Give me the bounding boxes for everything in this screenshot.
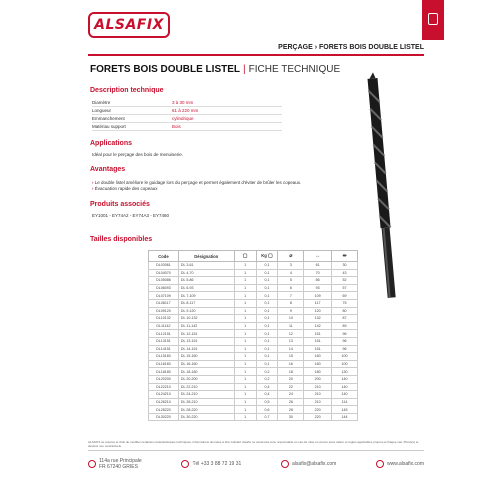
table-cell: 132 bbox=[304, 315, 332, 323]
logo-text: ALSAFIX bbox=[94, 17, 164, 33]
diameter-icon: ⌀ bbox=[289, 253, 293, 259]
spec-value: 3 à 30 mm bbox=[172, 100, 194, 105]
table-cell: DL03061 bbox=[149, 262, 179, 270]
table-cell: 1 bbox=[234, 322, 256, 330]
table-cell: 0,1 bbox=[256, 269, 278, 277]
title-sub: FICHE TECHNIQUE bbox=[248, 64, 341, 75]
table-cell: 210 bbox=[304, 383, 332, 391]
table-row bbox=[149, 406, 358, 414]
table-cell: 0,7 bbox=[256, 413, 278, 421]
table-cell: 145 bbox=[332, 406, 358, 414]
table-cell: DL10132 bbox=[149, 315, 179, 323]
table-row bbox=[149, 391, 358, 399]
table-cell: 0,1 bbox=[256, 307, 278, 315]
footnote: ALSAFIX se réserve le droit de modifier certaines caractéristiques techniques. Informations données à titre indicatif. Alsafix ne serait être tenu responsable en cas de mise en œuvre sans valeur et règles applicables propres à chaque cas. Photo(s) et dessins non contractuels. bbox=[88, 440, 419, 448]
table-cell: 1 bbox=[234, 299, 256, 307]
table-cell: 1 bbox=[234, 262, 256, 270]
table-cell: DL 5-86 bbox=[178, 277, 234, 285]
useful-length-icon: ⇹ bbox=[342, 253, 347, 259]
email-icon bbox=[281, 460, 289, 468]
drill-bit-image bbox=[352, 72, 412, 302]
spec-label: Emmanchement bbox=[92, 116, 125, 121]
table-cell: 0,1 bbox=[256, 292, 278, 300]
table-cell: 210 bbox=[304, 398, 332, 406]
table-cell: 0,6 bbox=[256, 406, 278, 414]
spec-value: 61 à 220 mm bbox=[172, 108, 199, 113]
table-cell: DL 7-109 bbox=[178, 292, 234, 300]
table-cell: 0,5 bbox=[256, 398, 278, 406]
table-row bbox=[149, 284, 358, 292]
table-cell: 18 bbox=[278, 368, 304, 376]
spec-label: Diamètre bbox=[92, 100, 111, 105]
spec-row bbox=[92, 123, 282, 131]
table-cell: DL 11-142 bbox=[178, 322, 234, 330]
footer bbox=[88, 450, 424, 472]
table-cell: 144 bbox=[332, 413, 358, 421]
table-row bbox=[149, 322, 358, 330]
table-row bbox=[149, 307, 358, 315]
footer-website[interactable]: www.alsafix.com bbox=[376, 460, 424, 468]
table-cell: DL 14-151 bbox=[178, 345, 234, 353]
table-cell: 9 bbox=[278, 307, 304, 315]
col-diameter bbox=[278, 251, 304, 262]
table-cell: 0,1 bbox=[256, 345, 278, 353]
table-row bbox=[149, 292, 358, 300]
table-cell: 3 bbox=[278, 262, 304, 270]
table-cell: DL 16-160 bbox=[178, 360, 234, 368]
table-cell: 16 bbox=[278, 360, 304, 368]
tailles-heading: Tailles disponibles bbox=[90, 236, 153, 243]
table-cell: 140 bbox=[332, 383, 358, 391]
table-cell: DL16160 bbox=[149, 360, 179, 368]
col-designation: Désignation bbox=[178, 251, 234, 262]
table-cell: DL 20-200 bbox=[178, 375, 234, 383]
col-pack bbox=[234, 251, 256, 262]
spec-row bbox=[92, 107, 282, 115]
table-cell: 160 bbox=[304, 360, 332, 368]
table-cell: 220 bbox=[304, 413, 332, 421]
table-cell: 15 bbox=[278, 353, 304, 361]
table-cell: 20 bbox=[278, 375, 304, 383]
length-icon: ↔ bbox=[315, 253, 321, 259]
table-cell: DL04070 bbox=[149, 269, 179, 277]
table-cell: DL 6-93 bbox=[178, 284, 234, 292]
table-cell: DL05086 bbox=[149, 277, 179, 285]
address-line-1: 114a rue Principale bbox=[99, 457, 142, 464]
table-cell: 114 bbox=[332, 398, 358, 406]
table-cell: 10 bbox=[278, 315, 304, 323]
table-cell: 1 bbox=[234, 269, 256, 277]
table-cell: 0,1 bbox=[256, 360, 278, 368]
table-row bbox=[149, 277, 358, 285]
description-heading: Description technique bbox=[90, 87, 164, 94]
table-cell: 96 bbox=[332, 330, 358, 338]
table-cell: DL 3-61 bbox=[178, 262, 234, 270]
table-cell: 109 bbox=[304, 292, 332, 300]
table-cell: 1 bbox=[234, 375, 256, 383]
table-cell: DL 13-151 bbox=[178, 337, 234, 345]
spec-label: Longueur bbox=[92, 108, 112, 113]
table-cell: 8 bbox=[278, 299, 304, 307]
specs-list bbox=[92, 99, 282, 131]
table-cell: 180 bbox=[304, 368, 332, 376]
arrow-icon: › bbox=[92, 180, 95, 185]
table-cell: 0,2 bbox=[256, 375, 278, 383]
table-cell: DL13151 bbox=[149, 337, 179, 345]
produits-text: EY1001 - EY74A2 - EY74A3 - EY7460 bbox=[92, 213, 170, 218]
table-cell: 151 bbox=[304, 330, 332, 338]
table-cell: 140 bbox=[332, 375, 358, 383]
table-cell: 22 bbox=[278, 383, 304, 391]
table-row bbox=[149, 368, 358, 376]
table-cell: 100 bbox=[332, 360, 358, 368]
table-row bbox=[149, 383, 358, 391]
table-cell: 1 bbox=[234, 413, 256, 421]
table-cell: 80 bbox=[332, 307, 358, 315]
table-cell: 210 bbox=[304, 391, 332, 399]
applications-heading: Applications bbox=[90, 140, 133, 147]
table-cell: 1 bbox=[234, 391, 256, 399]
table-cell: 28 bbox=[278, 406, 304, 414]
table-row bbox=[149, 398, 358, 406]
table-cell: 130 bbox=[332, 368, 358, 376]
table-cell: 0,1 bbox=[256, 299, 278, 307]
table-cell: DL30220 bbox=[149, 413, 179, 421]
avantage-item: › Évacuation rapide des copeaux bbox=[92, 186, 158, 191]
table-cell: DL12151 bbox=[149, 330, 179, 338]
table-row bbox=[149, 330, 358, 338]
table-cell: DL09120 bbox=[149, 307, 179, 315]
table-cell: 0,1 bbox=[256, 322, 278, 330]
spec-label: Matériau support bbox=[92, 124, 126, 129]
table-cell: 0,1 bbox=[256, 337, 278, 345]
table-cell: 96 bbox=[332, 337, 358, 345]
table-cell: DL 26-210 bbox=[178, 398, 234, 406]
table-cell: 69 bbox=[332, 292, 358, 300]
phone-icon bbox=[181, 460, 189, 468]
table-cell: 26 bbox=[278, 398, 304, 406]
table-cell: 0,2 bbox=[256, 368, 278, 376]
table-cell: 86 bbox=[304, 277, 332, 285]
table-cell: 11 bbox=[278, 322, 304, 330]
table-cell: DL 10-132 bbox=[178, 315, 234, 323]
table-cell: 160 bbox=[304, 353, 332, 361]
table-cell: 87 bbox=[332, 315, 358, 323]
table-cell: DL28220 bbox=[149, 406, 179, 414]
table-cell: 1 bbox=[234, 368, 256, 376]
table-cell: DL14151 bbox=[149, 345, 179, 353]
table-cell: 0,1 bbox=[256, 277, 278, 285]
table-cell: 12 bbox=[278, 330, 304, 338]
table-cell: DL 18-180 bbox=[178, 368, 234, 376]
table-cell: 117 bbox=[304, 299, 332, 307]
table-cell: 1 bbox=[234, 383, 256, 391]
table-row bbox=[149, 413, 358, 421]
table-cell: 0,4 bbox=[256, 383, 278, 391]
globe-icon bbox=[376, 460, 384, 468]
table-cell: 1 bbox=[234, 284, 256, 292]
spec-row bbox=[92, 115, 282, 123]
table-cell: 151 bbox=[304, 345, 332, 353]
col-weight: Kg ▢ bbox=[256, 251, 278, 262]
location-icon bbox=[88, 460, 96, 468]
spec-value: Bois bbox=[172, 124, 181, 129]
table-cell: DL 4-70 bbox=[178, 269, 234, 277]
table-row bbox=[149, 337, 358, 345]
table-cell: 43 bbox=[332, 269, 358, 277]
produits-heading: Produits associés bbox=[90, 201, 150, 208]
table-cell: DL24210 bbox=[149, 391, 179, 399]
table-cell: 89 bbox=[332, 322, 358, 330]
table-cell: DL22210 bbox=[149, 383, 179, 391]
table-cell: 93 bbox=[304, 284, 332, 292]
table-cell: 140 bbox=[332, 391, 358, 399]
table-cell: 13 bbox=[278, 337, 304, 345]
table-cell: DL 24-210 bbox=[178, 391, 234, 399]
spec-row bbox=[92, 99, 282, 107]
avantages-list bbox=[92, 180, 301, 192]
package-icon: ▢ bbox=[267, 253, 273, 259]
breadcrumb: PERÇAGE › FORETS BOIS DOUBLE LISTEL bbox=[88, 44, 424, 56]
avantages-heading: Avantages bbox=[90, 166, 126, 173]
corner-tab bbox=[422, 0, 444, 40]
table-cell: DL 30-220 bbox=[178, 413, 234, 421]
table-cell: 1 bbox=[234, 292, 256, 300]
table-cell: 1 bbox=[234, 277, 256, 285]
table-cell: DL 8-117 bbox=[178, 299, 234, 307]
table-row bbox=[149, 360, 358, 368]
table-cell: 220 bbox=[304, 406, 332, 414]
address-line-2: FR 67240 GRIES bbox=[99, 463, 138, 470]
table-cell: 6 bbox=[278, 284, 304, 292]
table-cell: 30 bbox=[332, 262, 358, 270]
table-row bbox=[149, 262, 358, 270]
table-cell: 0,1 bbox=[256, 330, 278, 338]
table-cell: DL 15-160 bbox=[178, 353, 234, 361]
table-cell: 1 bbox=[234, 406, 256, 414]
table-cell: DL11142 bbox=[149, 322, 179, 330]
table-cell: DL07109 bbox=[149, 292, 179, 300]
drill-icon bbox=[428, 13, 438, 25]
table-cell: DL 28-220 bbox=[178, 406, 234, 414]
table-cell: 1 bbox=[234, 353, 256, 361]
table-cell: 1 bbox=[234, 307, 256, 315]
table-cell: 1 bbox=[234, 345, 256, 353]
table-cell: 1 bbox=[234, 337, 256, 345]
table-cell: 4 bbox=[278, 269, 304, 277]
title-separator: | bbox=[243, 64, 246, 75]
table-cell: 0,1 bbox=[256, 284, 278, 292]
footer-phone: Tél +33 3 88 72 19 31 bbox=[181, 460, 241, 468]
table-cell: 0,1 bbox=[256, 353, 278, 361]
table-cell: 57 bbox=[332, 284, 358, 292]
table-row bbox=[149, 315, 358, 323]
table-cell: 96 bbox=[332, 345, 358, 353]
table-cell: 61 bbox=[304, 262, 332, 270]
footer-email[interactable]: alsafix@alsafix.com bbox=[281, 460, 336, 468]
table-cell: DL 9-120 bbox=[178, 307, 234, 315]
table-row bbox=[149, 345, 358, 353]
table-row bbox=[149, 299, 358, 307]
table-row bbox=[149, 353, 358, 361]
applications-text: Idéal pour le perçage des bois de menuiserie. bbox=[92, 152, 184, 157]
box-icon: ▢ bbox=[242, 253, 248, 259]
table-cell: 1 bbox=[234, 360, 256, 368]
table-row bbox=[149, 375, 358, 383]
table-cell: DL15160 bbox=[149, 353, 179, 361]
table-header-row bbox=[149, 251, 358, 262]
table-cell: DL26210 bbox=[149, 398, 179, 406]
table-cell: 1 bbox=[234, 315, 256, 323]
table-cell: 1 bbox=[234, 398, 256, 406]
table-cell: DL18180 bbox=[149, 368, 179, 376]
table-cell: 100 bbox=[332, 353, 358, 361]
table-cell: 0,4 bbox=[256, 391, 278, 399]
alsafix-logo bbox=[88, 12, 170, 38]
sizes-table bbox=[148, 250, 358, 421]
table-cell: DL 22-210 bbox=[178, 383, 234, 391]
table-cell: 0,1 bbox=[256, 262, 278, 270]
table-cell: 1 bbox=[234, 330, 256, 338]
table-cell: 151 bbox=[304, 337, 332, 345]
col-code: Code bbox=[149, 251, 179, 262]
table-cell: 7 bbox=[278, 292, 304, 300]
arrow-icon: › bbox=[92, 186, 95, 191]
footer-address bbox=[88, 458, 142, 470]
table-row bbox=[149, 269, 358, 277]
table-cell: 200 bbox=[304, 375, 332, 383]
table-cell: 52 bbox=[332, 277, 358, 285]
table-cell: 30 bbox=[278, 413, 304, 421]
table-cell: 24 bbox=[278, 391, 304, 399]
table-cell: DL06093 bbox=[149, 284, 179, 292]
table-cell: 120 bbox=[304, 307, 332, 315]
table-cell: 70 bbox=[304, 269, 332, 277]
table-cell: DL20200 bbox=[149, 375, 179, 383]
table-cell: 0,1 bbox=[256, 315, 278, 323]
page-title bbox=[90, 64, 340, 75]
table-cell: 75 bbox=[332, 299, 358, 307]
table-cell: 142 bbox=[304, 322, 332, 330]
table-cell: 14 bbox=[278, 345, 304, 353]
table-cell: DL 12-151 bbox=[178, 330, 234, 338]
table-cell: 5 bbox=[278, 277, 304, 285]
col-length bbox=[304, 251, 332, 262]
avantage-item: › Le double listel améliore le guidage lors du perçage et permet également d'éviter de brûler les copeaux. bbox=[92, 180, 302, 185]
spec-value: cylindrique bbox=[172, 116, 194, 121]
table-cell: DL08117 bbox=[149, 299, 179, 307]
title-main: FORETS BOIS DOUBLE LISTEL bbox=[90, 64, 241, 75]
